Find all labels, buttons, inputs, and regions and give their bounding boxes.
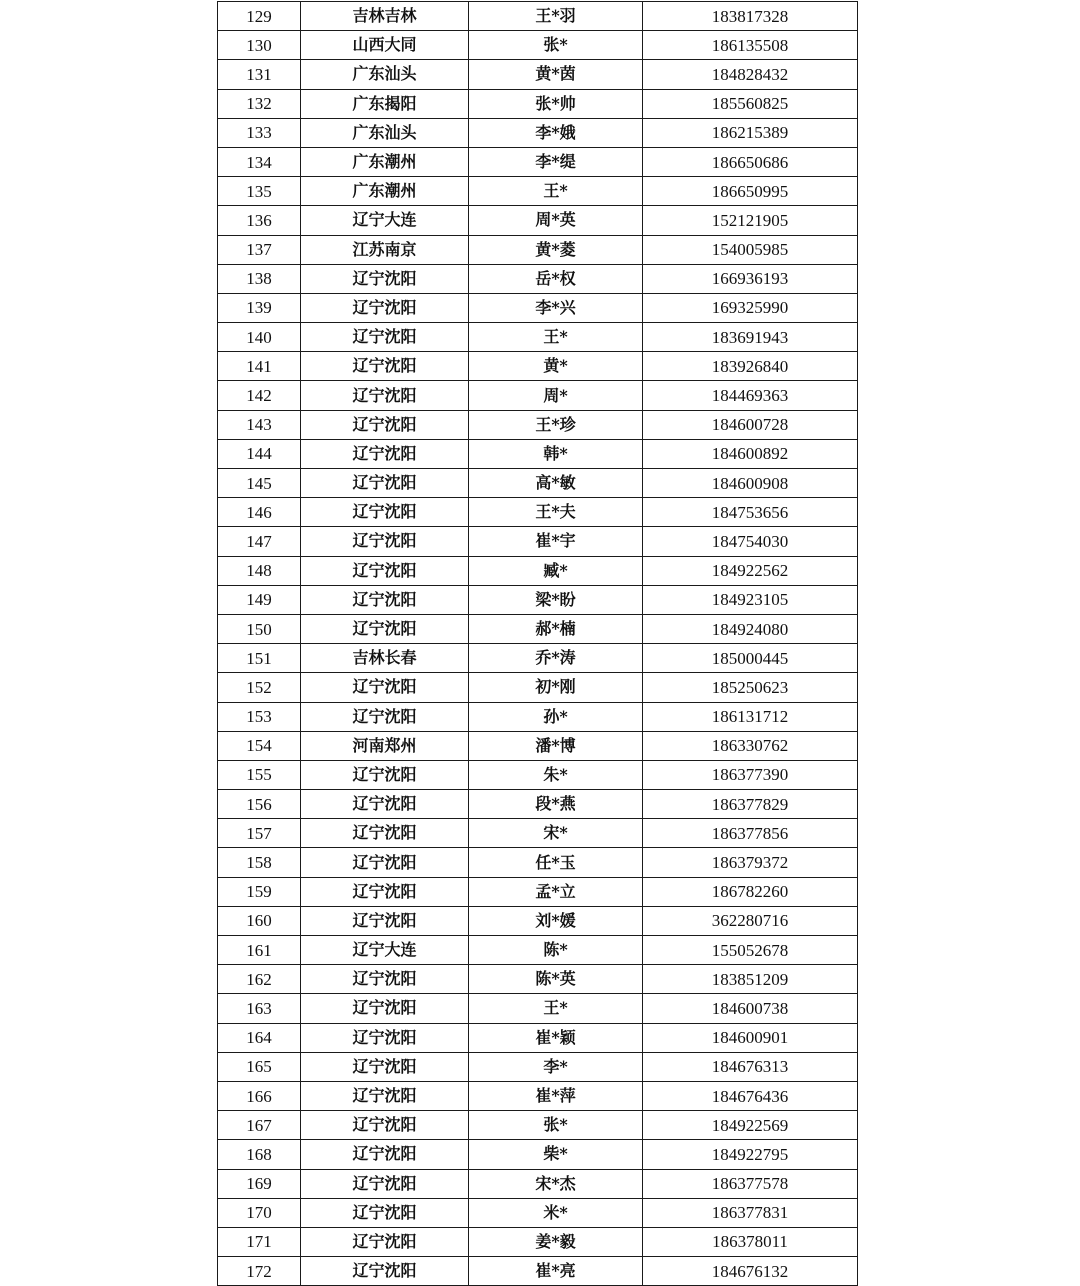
city-cell: 辽宁沈阳 <box>301 293 469 322</box>
row-number-cell: 158 <box>218 848 301 877</box>
row-number-cell: 139 <box>218 293 301 322</box>
table-row <box>218 89 858 118</box>
name-cell: 米* <box>469 1198 643 1227</box>
name-cell: 任*玉 <box>469 848 643 877</box>
row-number-cell: 146 <box>218 498 301 527</box>
city-cell: 辽宁沈阳 <box>301 760 469 789</box>
phone-cell: 186135508 <box>643 31 858 60</box>
table-row <box>218 177 858 206</box>
row-number-cell: 134 <box>218 147 301 176</box>
table-row <box>218 994 858 1023</box>
table-row <box>218 381 858 410</box>
name-cell: 王* <box>469 177 643 206</box>
table-row <box>218 731 858 760</box>
name-cell: 周* <box>469 381 643 410</box>
row-number-cell: 135 <box>218 177 301 206</box>
row-number-cell: 155 <box>218 760 301 789</box>
city-cell: 辽宁沈阳 <box>301 1052 469 1081</box>
table-row <box>218 1140 858 1169</box>
phone-cell: 184923105 <box>643 585 858 614</box>
table-row <box>218 147 858 176</box>
city-cell: 辽宁沈阳 <box>301 1257 469 1286</box>
name-cell: 崔*宇 <box>469 527 643 556</box>
city-cell: 广东汕头 <box>301 60 469 89</box>
city-cell: 广东汕头 <box>301 118 469 147</box>
name-cell: 刘*媛 <box>469 906 643 935</box>
name-cell: 乔*涛 <box>469 644 643 673</box>
row-number-cell: 129 <box>218 2 301 31</box>
phone-cell: 186377831 <box>643 1198 858 1227</box>
phone-cell: 184676436 <box>643 1081 858 1110</box>
city-cell: 广东潮州 <box>301 147 469 176</box>
city-cell: 辽宁大连 <box>301 206 469 235</box>
table-row <box>218 848 858 877</box>
row-number-cell: 131 <box>218 60 301 89</box>
row-number-cell: 165 <box>218 1052 301 1081</box>
table-row <box>218 1198 858 1227</box>
city-cell: 辽宁沈阳 <box>301 527 469 556</box>
row-number-cell: 156 <box>218 790 301 819</box>
row-number-cell: 142 <box>218 381 301 410</box>
city-cell: 辽宁沈阳 <box>301 1169 469 1198</box>
name-cell: 岳*权 <box>469 264 643 293</box>
name-cell: 李*缇 <box>469 147 643 176</box>
phone-cell: 183691943 <box>643 323 858 352</box>
row-number-cell: 144 <box>218 439 301 468</box>
phone-cell: 166936193 <box>643 264 858 293</box>
name-cell: 高*敏 <box>469 469 643 498</box>
city-cell: 辽宁沈阳 <box>301 264 469 293</box>
name-cell: 宋* <box>469 819 643 848</box>
table-row <box>218 673 858 702</box>
table-row <box>218 206 858 235</box>
table-row <box>218 323 858 352</box>
phone-cell: 185250623 <box>643 673 858 702</box>
phone-cell: 184600892 <box>643 439 858 468</box>
phone-cell: 186330762 <box>643 731 858 760</box>
table-row <box>218 790 858 819</box>
name-cell: 李*娥 <box>469 118 643 147</box>
table-row <box>218 1169 858 1198</box>
row-number-cell: 130 <box>218 31 301 60</box>
row-number-cell: 166 <box>218 1081 301 1110</box>
row-number-cell: 151 <box>218 644 301 673</box>
row-number-cell: 148 <box>218 556 301 585</box>
city-cell: 辽宁沈阳 <box>301 614 469 643</box>
table-row <box>218 31 858 60</box>
phone-cell: 183851209 <box>643 965 858 994</box>
name-cell: 李*兴 <box>469 293 643 322</box>
row-number-cell: 160 <box>218 906 301 935</box>
phone-cell: 184676132 <box>643 1257 858 1286</box>
table-row <box>218 1111 858 1140</box>
city-cell: 辽宁沈阳 <box>301 1140 469 1169</box>
city-cell: 辽宁沈阳 <box>301 556 469 585</box>
city-cell: 辽宁沈阳 <box>301 702 469 731</box>
table-row <box>218 352 858 381</box>
name-cell: 张* <box>469 1111 643 1140</box>
row-number-cell: 143 <box>218 410 301 439</box>
table-row <box>218 585 858 614</box>
name-cell: 崔*颖 <box>469 1023 643 1052</box>
name-cell: 郝*楠 <box>469 614 643 643</box>
phone-cell: 155052678 <box>643 936 858 965</box>
name-cell: 陈* <box>469 936 643 965</box>
name-cell: 黄*菱 <box>469 235 643 264</box>
name-cell: 孙* <box>469 702 643 731</box>
row-number-cell: 163 <box>218 994 301 1023</box>
row-number-cell: 152 <box>218 673 301 702</box>
table-row <box>218 60 858 89</box>
row-number-cell: 141 <box>218 352 301 381</box>
city-cell: 辽宁沈阳 <box>301 1081 469 1110</box>
name-cell: 姜*毅 <box>469 1227 643 1256</box>
row-number-cell: 150 <box>218 614 301 643</box>
table-row <box>218 936 858 965</box>
city-cell: 辽宁沈阳 <box>301 585 469 614</box>
phone-cell: 154005985 <box>643 235 858 264</box>
row-number-cell: 154 <box>218 731 301 760</box>
city-cell: 辽宁沈阳 <box>301 323 469 352</box>
table-row <box>218 1227 858 1256</box>
row-number-cell: 140 <box>218 323 301 352</box>
table-row <box>218 235 858 264</box>
phone-cell: 186379372 <box>643 848 858 877</box>
phone-cell: 183926840 <box>643 352 858 381</box>
table-row <box>218 469 858 498</box>
table-row <box>218 614 858 643</box>
name-cell: 梁*盼 <box>469 585 643 614</box>
name-cell: 臧* <box>469 556 643 585</box>
phone-cell: 184676313 <box>643 1052 858 1081</box>
name-cell: 初*刚 <box>469 673 643 702</box>
name-cell: 黄*茵 <box>469 60 643 89</box>
city-cell: 广东潮州 <box>301 177 469 206</box>
city-cell: 辽宁沈阳 <box>301 819 469 848</box>
name-cell: 韩* <box>469 439 643 468</box>
city-cell: 辽宁沈阳 <box>301 790 469 819</box>
phone-cell: 186377829 <box>643 790 858 819</box>
row-number-cell: 162 <box>218 965 301 994</box>
row-number-cell: 149 <box>218 585 301 614</box>
phone-cell: 183817328 <box>643 2 858 31</box>
name-cell: 李* <box>469 1052 643 1081</box>
table-row <box>218 527 858 556</box>
name-cell: 周*英 <box>469 206 643 235</box>
name-cell: 张*帅 <box>469 89 643 118</box>
name-cell: 陈*英 <box>469 965 643 994</box>
row-number-cell: 164 <box>218 1023 301 1052</box>
phone-cell: 184754030 <box>643 527 858 556</box>
name-cell: 潘*博 <box>469 731 643 760</box>
table-row <box>218 410 858 439</box>
row-number-cell: 138 <box>218 264 301 293</box>
row-number-cell: 170 <box>218 1198 301 1227</box>
name-cell: 王* <box>469 323 643 352</box>
name-cell: 王* <box>469 994 643 1023</box>
table-body <box>218 2 858 1286</box>
row-number-cell: 133 <box>218 118 301 147</box>
city-cell: 辽宁沈阳 <box>301 469 469 498</box>
phone-cell: 185000445 <box>643 644 858 673</box>
table-row <box>218 644 858 673</box>
name-cell: 宋*杰 <box>469 1169 643 1198</box>
city-cell: 辽宁沈阳 <box>301 906 469 935</box>
phone-cell: 184922795 <box>643 1140 858 1169</box>
phone-cell: 362280716 <box>643 906 858 935</box>
city-cell: 辽宁沈阳 <box>301 1111 469 1140</box>
row-number-cell: 161 <box>218 936 301 965</box>
row-number-cell: 145 <box>218 469 301 498</box>
city-cell: 辽宁沈阳 <box>301 1227 469 1256</box>
city-cell: 吉林吉林 <box>301 2 469 31</box>
table-row <box>218 1023 858 1052</box>
name-cell: 王*夫 <box>469 498 643 527</box>
phone-cell: 186215389 <box>643 118 858 147</box>
table-row <box>218 906 858 935</box>
table-row <box>218 877 858 906</box>
city-cell: 辽宁沈阳 <box>301 1023 469 1052</box>
row-number-cell: 136 <box>218 206 301 235</box>
row-number-cell: 153 <box>218 702 301 731</box>
table-row <box>218 702 858 731</box>
city-cell: 辽宁大连 <box>301 936 469 965</box>
winner-list-table <box>217 1 858 1286</box>
phone-cell: 186377390 <box>643 760 858 789</box>
table-row <box>218 1257 858 1286</box>
row-number-cell: 147 <box>218 527 301 556</box>
table-row <box>218 1052 858 1081</box>
city-cell: 山西大同 <box>301 31 469 60</box>
phone-cell: 169325990 <box>643 293 858 322</box>
phone-cell: 184828432 <box>643 60 858 89</box>
table-row <box>218 556 858 585</box>
name-cell: 黄* <box>469 352 643 381</box>
table-row <box>218 965 858 994</box>
city-cell: 辽宁沈阳 <box>301 439 469 468</box>
row-number-cell: 172 <box>218 1257 301 1286</box>
row-number-cell: 171 <box>218 1227 301 1256</box>
city-cell: 吉林长春 <box>301 644 469 673</box>
name-cell: 朱* <box>469 760 643 789</box>
phone-cell: 184924080 <box>643 614 858 643</box>
phone-cell: 185560825 <box>643 89 858 118</box>
phone-cell: 184600738 <box>643 994 858 1023</box>
name-cell: 王*珍 <box>469 410 643 439</box>
table-row <box>218 439 858 468</box>
name-cell: 柴* <box>469 1140 643 1169</box>
city-cell: 辽宁沈阳 <box>301 965 469 994</box>
row-number-cell: 167 <box>218 1111 301 1140</box>
table-row <box>218 1081 858 1110</box>
row-number-cell: 137 <box>218 235 301 264</box>
table-row <box>218 819 858 848</box>
row-number-cell: 157 <box>218 819 301 848</box>
phone-cell: 152121905 <box>643 206 858 235</box>
row-number-cell: 168 <box>218 1140 301 1169</box>
name-cell: 崔*萍 <box>469 1081 643 1110</box>
phone-cell: 184753656 <box>643 498 858 527</box>
city-cell: 辽宁沈阳 <box>301 994 469 1023</box>
phone-cell: 186650686 <box>643 147 858 176</box>
table-row <box>218 118 858 147</box>
city-cell: 辽宁沈阳 <box>301 673 469 702</box>
city-cell: 河南郑州 <box>301 731 469 760</box>
table-row <box>218 498 858 527</box>
phone-cell: 186131712 <box>643 702 858 731</box>
phone-cell: 186782260 <box>643 877 858 906</box>
city-cell: 辽宁沈阳 <box>301 1198 469 1227</box>
phone-cell: 184600901 <box>643 1023 858 1052</box>
city-cell: 江苏南京 <box>301 235 469 264</box>
city-cell: 辽宁沈阳 <box>301 352 469 381</box>
phone-cell: 186377856 <box>643 819 858 848</box>
phone-cell: 184600728 <box>643 410 858 439</box>
city-cell: 辽宁沈阳 <box>301 410 469 439</box>
name-cell: 王*羽 <box>469 2 643 31</box>
phone-cell: 186377578 <box>643 1169 858 1198</box>
phone-cell: 186650995 <box>643 177 858 206</box>
phone-cell: 186378011 <box>643 1227 858 1256</box>
city-cell: 辽宁沈阳 <box>301 848 469 877</box>
row-number-cell: 169 <box>218 1169 301 1198</box>
phone-cell: 184922569 <box>643 1111 858 1140</box>
name-cell: 张* <box>469 31 643 60</box>
name-cell: 崔*亮 <box>469 1257 643 1286</box>
city-cell: 辽宁沈阳 <box>301 381 469 410</box>
row-number-cell: 159 <box>218 877 301 906</box>
phone-cell: 184600908 <box>643 469 858 498</box>
name-cell: 孟*立 <box>469 877 643 906</box>
phone-cell: 184922562 <box>643 556 858 585</box>
phone-cell: 184469363 <box>643 381 858 410</box>
table-row <box>218 293 858 322</box>
table-row <box>218 264 858 293</box>
table-row <box>218 760 858 789</box>
city-cell: 广东揭阳 <box>301 89 469 118</box>
table-row <box>218 2 858 31</box>
name-cell: 段*燕 <box>469 790 643 819</box>
row-number-cell: 132 <box>218 89 301 118</box>
city-cell: 辽宁沈阳 <box>301 498 469 527</box>
city-cell: 辽宁沈阳 <box>301 877 469 906</box>
